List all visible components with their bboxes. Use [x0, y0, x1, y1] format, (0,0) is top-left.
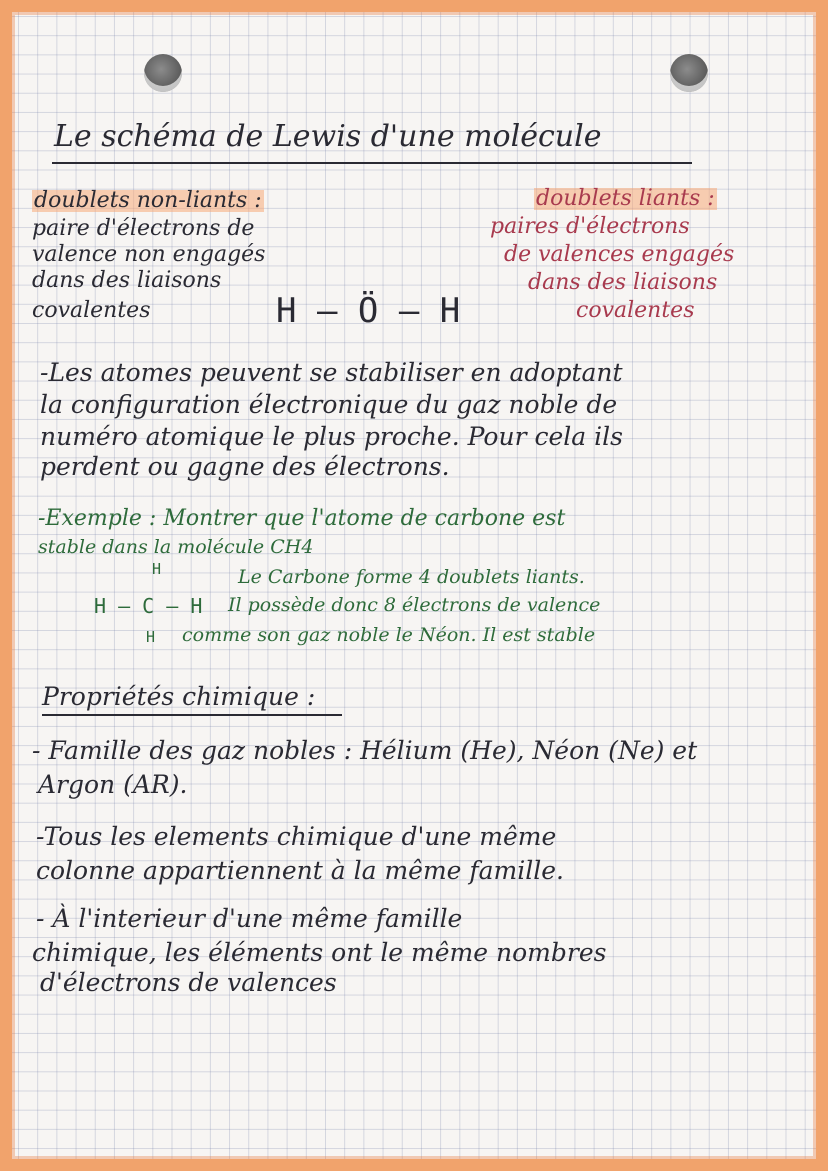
right-def-line: de valences engagés	[504, 242, 735, 267]
ch4-bottom-hydrogen: H	[146, 628, 156, 646]
water-lewis-formula: H – Ö – H	[276, 291, 461, 331]
right-def-line: dans des liaisons	[528, 270, 718, 295]
section-heading-underline	[42, 714, 342, 716]
paragraph-line: -Les atomes peuvent se stabiliser en adoptant	[40, 358, 623, 387]
list-item: Argon (AR).	[38, 770, 188, 799]
list-item: d'électrons de valences	[40, 968, 337, 997]
list-item: - À l'interieur d'une même famille	[36, 904, 463, 933]
left-def-line: paire d'électrons de	[32, 216, 255, 241]
title-underline	[52, 162, 692, 164]
punch-hole-right	[670, 54, 708, 92]
paragraph-line: perdent ou gagne des électrons.	[40, 452, 450, 481]
list-item: -Tous les elements chimique d'une même	[36, 822, 557, 851]
paragraph-line: numéro atomique le plus proche. Pour cela ils	[40, 422, 623, 451]
left-def-line: covalentes	[32, 298, 151, 323]
page-title: Le schéma de Lewis d'une molécule	[54, 119, 602, 154]
left-def-line: valence non engagés	[32, 242, 266, 267]
right-def-line: paires d'électrons	[490, 214, 690, 239]
example-line: comme son gaz noble le Néon. Il est stable	[182, 624, 596, 646]
left-def-heading: doublets non-liants :	[34, 188, 262, 213]
example-line: -Exemple : Montrer que l'atome de carbone est	[38, 506, 566, 531]
paragraph-line: la configuration électronique du gaz noble de	[40, 390, 618, 419]
example-line: Le Carbone forme 4 doublets liants.	[238, 566, 585, 588]
ch4-middle: H – C – H	[94, 594, 203, 618]
list-item: chimique, les éléments ont le même nombres	[32, 938, 607, 967]
right-def-heading: doublets liants :	[536, 186, 715, 211]
example-line: stable dans la molécule CH4	[38, 536, 314, 558]
section-heading: Propriétés chimique :	[42, 682, 316, 711]
ch4-top-hydrogen: H	[152, 560, 162, 578]
left-def-line: dans des liaisons	[32, 268, 222, 293]
list-item: colonne appartiennent à la même famille.	[36, 856, 564, 885]
list-item: - Famille des gaz nobles : Hélium (He), Néon (Ne) et	[32, 736, 698, 765]
punch-hole-left	[144, 54, 182, 92]
right-def-line: covalentes	[576, 298, 695, 323]
example-line: Il possède donc 8 électrons de valence	[228, 594, 601, 616]
